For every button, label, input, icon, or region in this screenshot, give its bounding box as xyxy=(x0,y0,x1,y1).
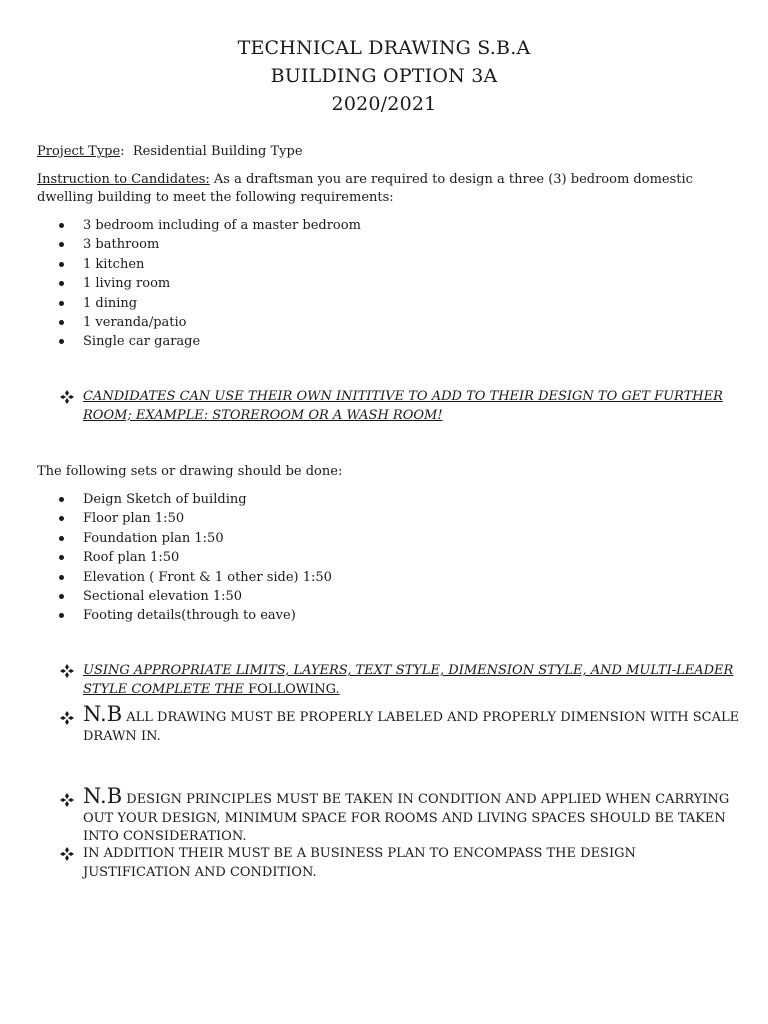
list-item: Elevation ( Front & 1 other side) 1:50 xyxy=(37,568,332,587)
list-item: Roof plan 1:50 xyxy=(37,548,332,567)
title-line-3: 2020/2021 xyxy=(331,93,437,115)
requirements-list xyxy=(37,216,361,352)
nb-design-principles-body: DESIGN PRINCIPLES MUST BE TAKEN IN CONDITION AND APPLIED WHEN CARRYING OUT YOUR DESIGN, MINIMUM SPACE FOR ROOMS AND LIVING SPACES SHOULD BE TAKEN INTO CONSIDERATION. xyxy=(83,792,730,844)
diamond-bullet-icon xyxy=(60,390,74,404)
diamond-bullet-icon xyxy=(60,793,74,807)
nb-labeling-body: ALL DRAWING MUST BE PROPERLY LABELED AND PROPERLY DIMENSION WITH SCALE DRAWN IN. xyxy=(83,710,740,744)
notice-cad-settings xyxy=(60,662,740,699)
notice-extra-rooms-text: CANDIDATES CAN USE THEIR OWN INITITIVE TO ADD TO THEIR DESIGN TO GET FURTHER ROOM; EXAMPLE: STOREROOM OR A WASH ROOM! xyxy=(83,389,723,423)
diamond-bullet-icon xyxy=(60,711,74,725)
instruction-label: Instruction to Candidates: xyxy=(37,172,210,187)
nb-labeling-text xyxy=(83,702,740,746)
nb-design-principles xyxy=(60,784,740,847)
business-plan-text: IN ADDITION THEIR MUST BE A BUSINESS PLAN TO ENCOMPASS THE DESIGN JUSTIFICATION AND CONDITION. xyxy=(83,846,636,880)
list-item: 3 bathroom xyxy=(37,235,361,254)
list-item: Foundation plan 1:50 xyxy=(37,529,332,548)
list-item: 1 veranda/patio xyxy=(37,313,361,332)
project-type-label: Project Type xyxy=(37,144,121,159)
diamond-bullet-icon xyxy=(60,847,74,861)
list-item: Sectional elevation 1:50 xyxy=(37,587,332,606)
drawings-intro: The following sets or drawing should be done: xyxy=(37,464,343,479)
drawings-list xyxy=(37,490,332,626)
document-title xyxy=(0,34,768,118)
nb-prefix: N.B xyxy=(83,784,123,808)
project-type xyxy=(37,143,303,161)
list-item: 1 living room xyxy=(37,274,361,293)
list-item: 3 bedroom including of a master bedroom xyxy=(37,216,361,235)
list-item: Footing details(through to eave) xyxy=(37,606,332,625)
list-item: Single car garage xyxy=(37,332,361,351)
notice-cad-settings-plain: FOLLOWING. xyxy=(244,681,340,697)
diamond-bullet-icon xyxy=(60,664,74,678)
notice-cad-settings-text xyxy=(83,662,740,699)
nb-labeling xyxy=(60,702,740,746)
business-plan-note xyxy=(60,845,740,882)
instruction-text: As a draftsman you are required to design a three (3) bedroom domestic dwelling building to meet the following requirements: xyxy=(37,172,693,205)
notice-extra-rooms xyxy=(60,388,740,425)
list-item: 1 kitchen xyxy=(37,255,361,274)
instruction-paragraph xyxy=(37,171,737,207)
notice-cad-settings-italic: USING APPROPRIATE LIMITS, LAYERS, TEXT STYLE, DIMENSION STYLE, AND MULTI-LEADER STYLE COMPLETE THE xyxy=(83,663,734,697)
nb-prefix: N.B xyxy=(83,702,123,726)
list-item: 1 dining xyxy=(37,294,361,313)
title-line-2: BUILDING OPTION 3A xyxy=(270,65,498,87)
list-item: Floor plan 1:50 xyxy=(37,509,332,528)
project-type-sep: : xyxy=(120,144,125,159)
project-type-value: Residential Building Type xyxy=(132,144,303,159)
title-line-1: TECHNICAL DRAWING S.B.A xyxy=(237,37,531,59)
list-item: Deign Sketch of building xyxy=(37,490,332,509)
nb-design-principles-text xyxy=(83,784,740,847)
